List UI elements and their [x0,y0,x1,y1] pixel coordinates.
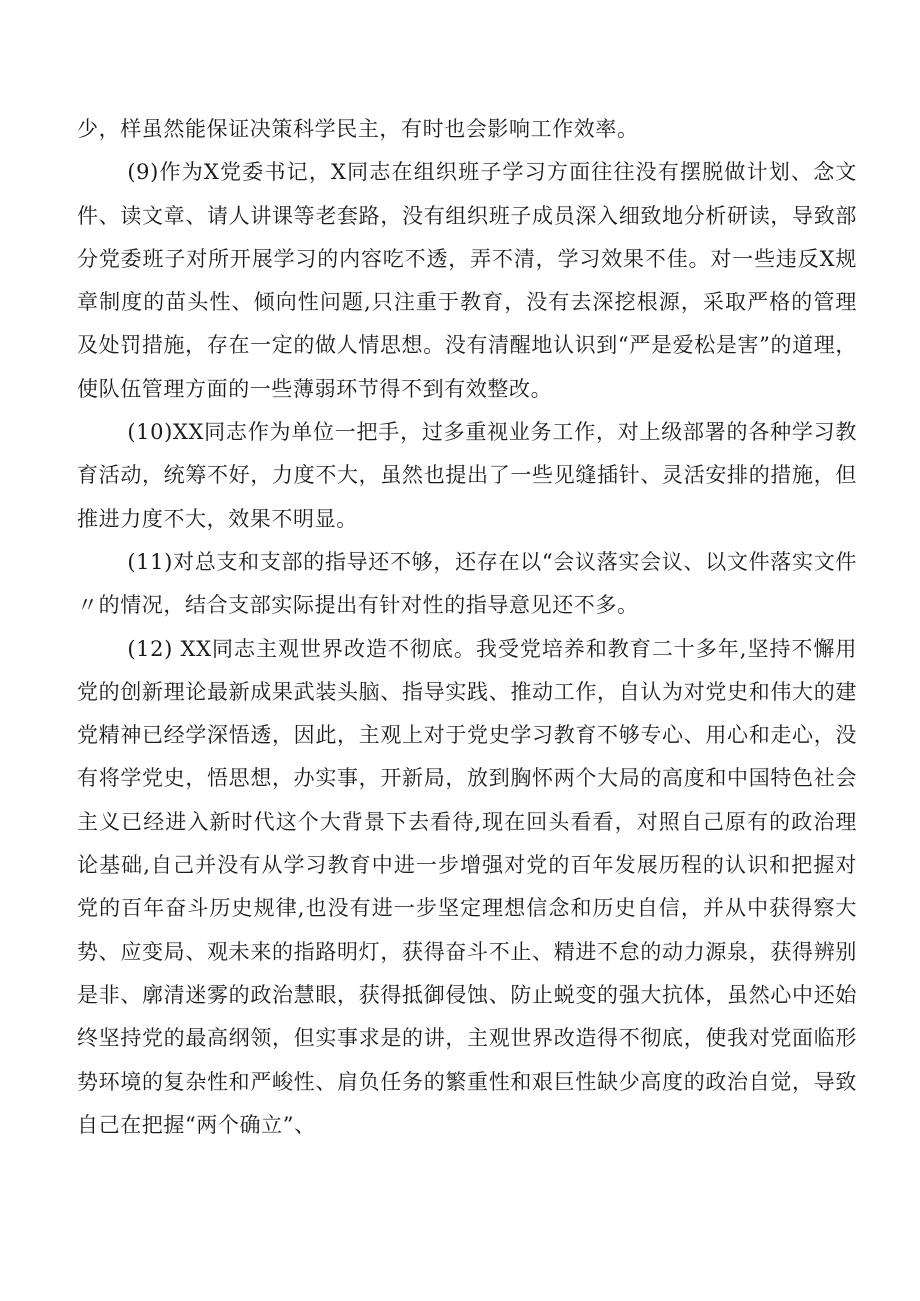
paragraph-item-10: (10)XX同志作为单位一把手，过多重视业务工作，对上级部署的各种学习教育活动，统筹不好，力度不大，虽然也提出了一些见缝插针、灵活安排的措施，但推进力度不大，效果不明显。 [77,420,857,531]
document-body [77,108,857,1147]
paragraph-item-11: (11)对总支和支部的指导还不够，还存在以“会议落实会议、以文件落实文件〃的情况，结合支部实际提出有针对性的指导意见还不多。 [77,549,857,618]
paragraph-item-9: (9)作为X党委书记，X同志在组织班子学习方面往往没有摆脱做计划、念文件、读文章、请人讲课等老套路，没有组织班子成员深入细致地分析研读，导致部分党委班子对所开展学习的内容吃不透，弄不清，学习效果不佳。对一些违反X规章制度的苗头性、倾向性问题,只注重于教育，没有去深挖根源，采取严格的管理及处罚措施，存在一定的做人情思想。没有清醒地认识到“严是爱松是害”的道理，使队伍管理方面的一些薄弱环节得不到有效整改。 [77,160,857,401]
paragraph-item-12: (12) XX同志主观世界改造不彻底。我受党培养和教育二十多年,坚持不懈用党的创新理论最新成果武装头脑、指导实践、推动工作，自认为对党史和伟大的建党精神已经学深悟透，因此，主观上对于党史学习教育不够专心、用心和走心，没有将学党史，悟思想，办实事，开新局，放到胸怀两个大局的高度和中国特色社会主义已经进入新时代这个大背景下去看待,现在回头看看，对照自己原有的政治理论基础,自己并没有从学习教育中进一步增强对党的百年发展历程的认识和把握对党的百年奋斗历史规律,也没有进一步坚定理想信念和历史自信，并从中获得察大势、应变局、观未来的指路明灯，获得奋斗不止、精进不怠的动力源泉，获得辨别是非、廓清迷雾的政治慧眼，获得抵御侵蚀、防止蜕变的强大抗体，虽然心中还始终坚持党的最高纲领，但实事求是的讲，主观世界改造得不彻底，使我对党面临形势环境的复杂性和严峻性、肩负任务的繁重性和艰巨性缺少高度的政治自觉，导致自己在把握“两个确立”、 [77,636,857,1137]
paragraph-continuation: 少，样虽然能保证决策科学民主，有时也会影响工作效率。 [77,117,639,141]
